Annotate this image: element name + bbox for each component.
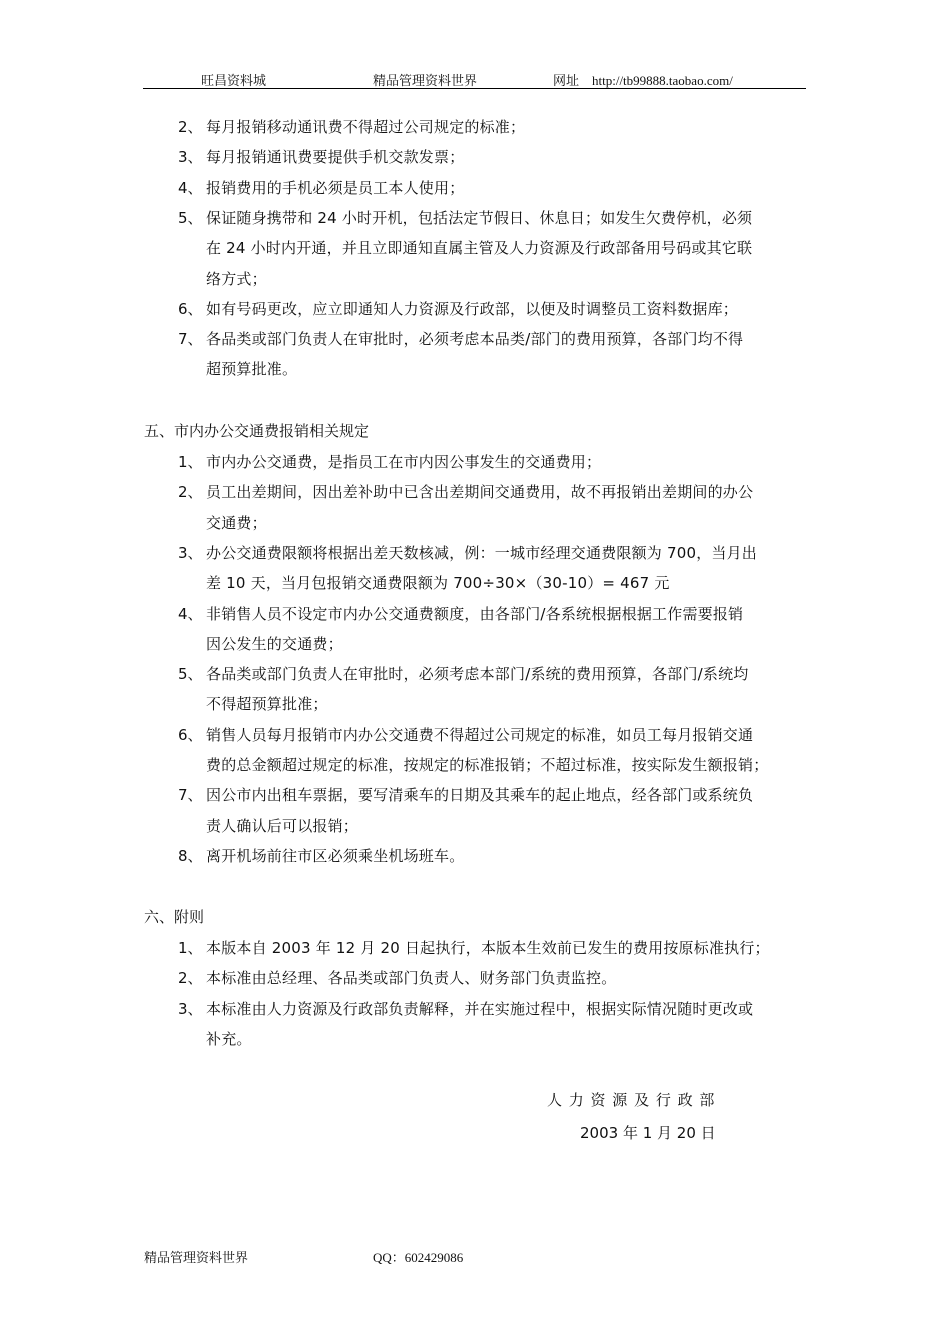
appendix-rule-item-text: 本标准由人力资源及行政部负责解释，并在实施过程中，根据实际情况随时更改或 [206,999,754,1018]
transport-rule-item-number: 1、 [178,453,203,471]
appendix-rule-item-number: 1、 [178,939,203,957]
telecom-rule-item-text: 超预算批准。 [206,360,298,379]
telecom-rule-item-number: 5、 [178,208,203,227]
transport-rule-item-text: 各品类或部门负责人在审批时，必须考虑本部门/系统的费用预算，各部门/系统均 [206,665,749,684]
telecom-rule-item-number: 4、 [178,178,203,197]
appendix-rule-item-text: 本标准由总经理、各品类或部门负责人、财务部门负责监控。 [206,969,617,988]
transport-rule-item-text: 因公发生的交通费； [206,634,343,653]
section-heading: 五、市内办公交通费报销相关规定 [144,422,370,440]
transport-rule-item-text: 责人确认后可以报销； [206,816,359,835]
transport-rule-item-text: 因公市内出租车票据，要写清乘车的日期及其乘车的起止地点，经各部门或系统负 [206,786,754,805]
telecom-rule-item-number: 6、 [178,299,203,318]
appendix-rule-item-text: 补充。 [206,1029,252,1048]
transport-rule-item-text: 差 10 天，当月包报销交通费限额为 700÷30×（30-10）= 467 元 [206,574,670,593]
transport-rule-item-number: 6、 [178,725,203,744]
telecom-rule-item-number: 7、 [178,330,203,349]
transport-rule-item-number: 3、 [178,543,203,562]
appendix-rule-item-text: 本版本自 2003 年 12 月 20 日起执行，本版本生效前已发生的费用按原标准执行； [206,939,770,957]
telecom-rule-item-text: 在 24 小时内开通，并且立即通知直属主管及人力资源及行政部备用号码或其它联 [206,239,753,258]
page-header [143,68,806,89]
transport-rule-item-number: 5、 [178,665,203,684]
telecom-rule-item-text: 每月报销移动通讯费不得超过公司规定的标准； [206,118,526,136]
transport-rule-item-number: 8、 [178,846,203,865]
telecom-rule-item-number: 2、 [178,118,203,136]
transport-rule-item-text: 员工出差期间，因出差补助中已含出差期间交通费用，故不再报销出差期间的办公 [206,483,754,502]
transport-rule-item-text: 交通费； [206,513,267,532]
transport-rule-item-text: 非销售人员不设定市内办公交通费额度，由各部门/各系统根据根据工作需要报销 [206,604,744,623]
footer-qq: QQ：602429086 [373,1250,464,1265]
telecom-rule-item-text: 每月报销通讯费要提供手机交款发票； [206,148,465,167]
transport-rule-item-text: 销售人员每月报销市内办公交通费不得超过公司规定的标准，如员工每月报销交通 [206,725,754,744]
header-title: 精品管理资料世界 [373,73,478,88]
transport-rule-item-text: 费的总金额超过规定的标准，按规定的标准报销；不超过标准，按实际发生额报销； [206,756,769,774]
signature-department: 人 力 资 源 及 行 政 部 [547,1091,716,1109]
appendix-rule-item-number: 3、 [178,999,203,1018]
telecom-rule-item-text: 如有号码更改，应立即通知人力资源及行政部，以便及时调整员工资料数据库； [206,299,739,318]
telecom-rule-item-text: 各品类或部门负责人在审批时，必须考虑本品类/部门的费用预算，各部门均不得 [206,330,744,349]
telecom-rule-item-text: 报销费用的手机必须是员工本人使用； [206,178,465,197]
telecom-rule-item-number: 3、 [178,148,203,167]
transport-rule-item-number: 2、 [178,483,203,502]
telecom-rule-item-text: 保证随身携带和 24 小时开机，包括法定节假日、休息日；如发生欠费停机，必须 [206,208,753,227]
header-site-name: 旺昌资料城 [201,73,267,88]
transport-rule-item-text: 市内办公交通费，是指员工在市内因公事发生的交通费用； [206,453,602,471]
transport-rule-item-text: 办公交通费限额将根据出差天数核减，例：一城市经理交通费限额为 700，当月出 [206,543,758,562]
telecom-rule-item-text: 络方式； [206,269,267,288]
appendix-rule-item-number: 2、 [178,969,203,988]
signature-date: 2003 年 1 月 20 日 [580,1124,716,1142]
header-url[interactable]: 网址 http://tb99888.taobao.com/ [553,73,733,88]
footer-left: 精品管理资料世界 [144,1250,249,1265]
transport-rule-item-text: 离开机场前往市区必须乘坐机场班车。 [206,846,465,865]
transport-rule-item-number: 4、 [178,604,203,623]
transport-rule-item-text: 不得超预算批准； [206,695,328,714]
transport-rule-item-number: 7、 [178,786,203,805]
section-heading: 六、附则 [144,908,205,926]
